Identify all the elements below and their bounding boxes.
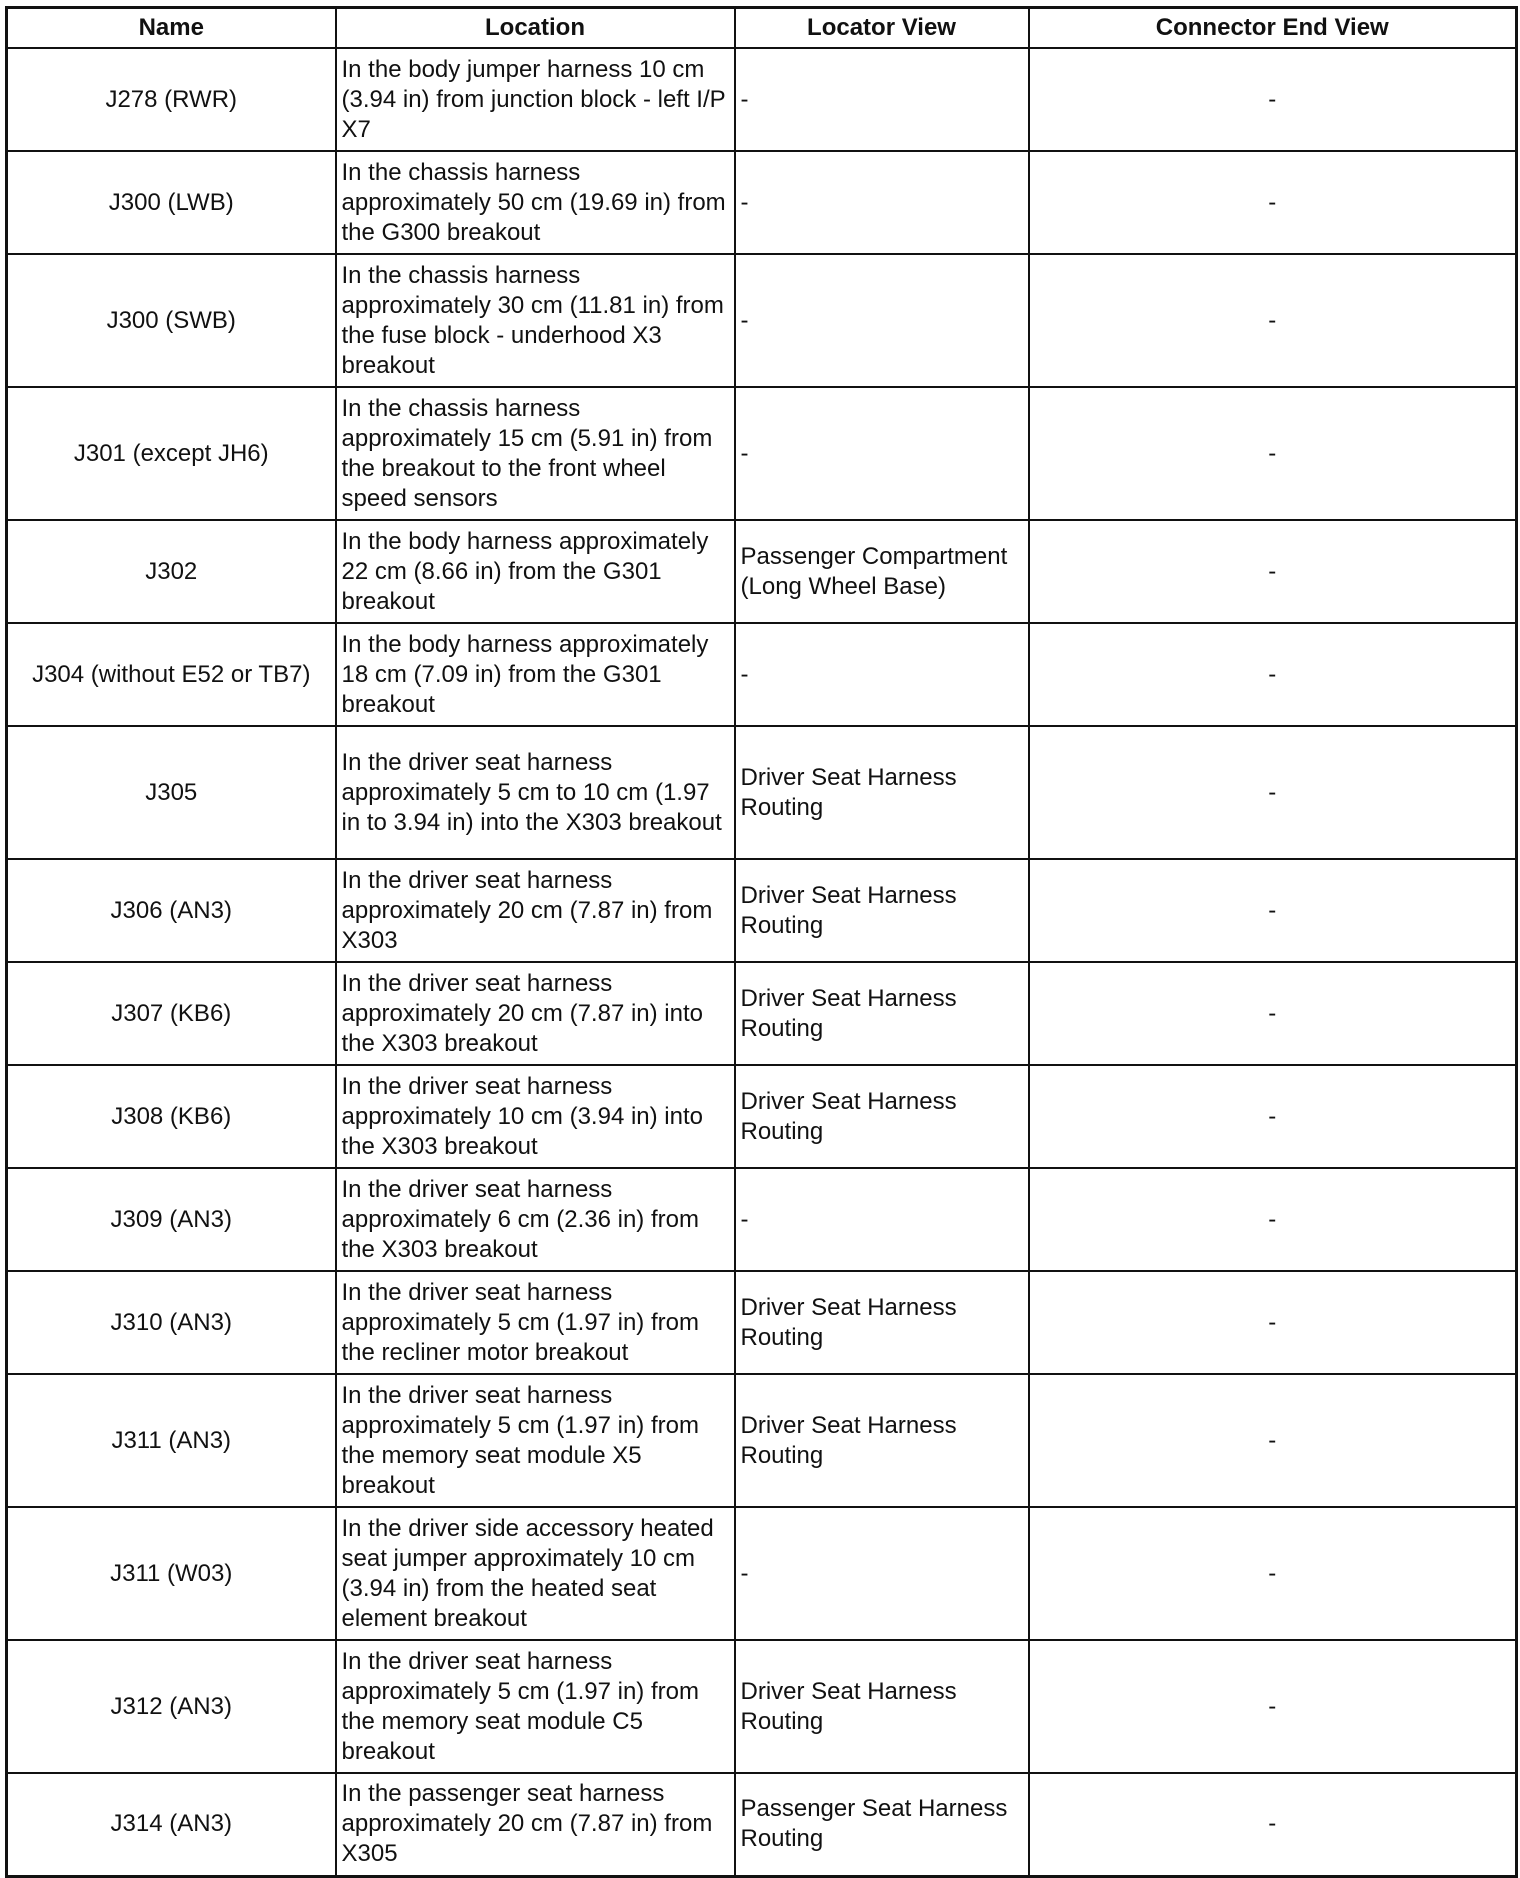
splice-name: J311 (W03) bbox=[7, 1507, 336, 1640]
table-row bbox=[7, 726, 1517, 859]
splice-location: In the chassis harness approximately 30 cm (11.81 in) from the fuse block - underhood X3 breakout bbox=[336, 254, 735, 387]
splice-locator-view: - bbox=[735, 254, 1029, 387]
splice-location: In the chassis harness approximately 50 cm (19.69 in) from the G300 breakout bbox=[336, 151, 735, 254]
splice-connector-end-view: - bbox=[1029, 1640, 1517, 1773]
splice-locator-view: Driver Seat Harness Routing bbox=[735, 726, 1029, 859]
splice-locator-view: Driver Seat Harness Routing bbox=[735, 859, 1029, 962]
splice-name: J309 (AN3) bbox=[7, 1168, 336, 1271]
splice-name: J300 (LWB) bbox=[7, 151, 336, 254]
splice-location: In the chassis harness approximately 15 cm (5.91 in) from the breakout to the front wheel speed sensors bbox=[336, 387, 735, 520]
splice-locator-view: - bbox=[735, 1168, 1029, 1271]
header-connector-end-view: Connector End View bbox=[1029, 8, 1517, 49]
splice-locator-view: Driver Seat Harness Routing bbox=[735, 962, 1029, 1065]
splice-name: J302 bbox=[7, 520, 336, 623]
splice-connector-end-view: - bbox=[1029, 254, 1517, 387]
splice-location: In the body jumper harness 10 cm (3.94 in) from junction block - left I/P X7 bbox=[336, 48, 735, 151]
table-row bbox=[7, 1507, 1517, 1640]
splice-locator-view: Driver Seat Harness Routing bbox=[735, 1640, 1029, 1773]
splice-locator-view: - bbox=[735, 48, 1029, 151]
splice-name: J301 (except JH6) bbox=[7, 387, 336, 520]
splice-locator-view: - bbox=[735, 623, 1029, 726]
splice-connector-end-view: - bbox=[1029, 1271, 1517, 1374]
table-row bbox=[7, 1374, 1517, 1507]
splice-locator-view: - bbox=[735, 151, 1029, 254]
splice-connector-end-view: - bbox=[1029, 520, 1517, 623]
table-row bbox=[7, 623, 1517, 726]
splice-location: In the driver seat harness approximately 5 cm to 10 cm (1.97 in to 3.94 in) into the X303 breakout bbox=[336, 726, 735, 859]
table-row bbox=[7, 387, 1517, 520]
splice-connector-end-view: - bbox=[1029, 1374, 1517, 1507]
splice-connector-end-view: - bbox=[1029, 726, 1517, 859]
splice-name: J310 (AN3) bbox=[7, 1271, 336, 1374]
header-locator-view: Locator View bbox=[735, 8, 1029, 49]
header-location: Location bbox=[336, 8, 735, 49]
splice-locator-view: Driver Seat Harness Routing bbox=[735, 1271, 1029, 1374]
splice-location: In the driver seat harness approximately 5 cm (1.97 in) from the memory seat module X5 breakout bbox=[336, 1374, 735, 1507]
splice-location: In the driver seat harness approximately 5 cm (1.97 in) from the recliner motor breakout bbox=[336, 1271, 735, 1374]
splice-location: In the driver seat harness approximately 10 cm (3.94 in) into the X303 breakout bbox=[336, 1065, 735, 1168]
splice-connector-end-view: - bbox=[1029, 151, 1517, 254]
splice-connector-end-view: - bbox=[1029, 1168, 1517, 1271]
table-row bbox=[7, 1168, 1517, 1271]
splice-connector-end-view: - bbox=[1029, 48, 1517, 151]
table-row bbox=[7, 254, 1517, 387]
splice-locator-view: Driver Seat Harness Routing bbox=[735, 1065, 1029, 1168]
table-row bbox=[7, 859, 1517, 962]
splice-name: J304 (without E52 or TB7) bbox=[7, 623, 336, 726]
splice-name: J311 (AN3) bbox=[7, 1374, 336, 1507]
table-row bbox=[7, 1065, 1517, 1168]
header-name: Name bbox=[7, 8, 336, 49]
splice-connector-end-view: - bbox=[1029, 1507, 1517, 1640]
splice-locator-view: Driver Seat Harness Routing bbox=[735, 1374, 1029, 1507]
splice-location: In the body harness approximately 18 cm (7.09 in) from the G301 breakout bbox=[336, 623, 735, 726]
table-row bbox=[7, 1773, 1517, 1876]
splice-connector-end-view: - bbox=[1029, 1065, 1517, 1168]
splice-connector-end-view: - bbox=[1029, 387, 1517, 520]
splice-connector-end-view: - bbox=[1029, 962, 1517, 1065]
splice-name: J300 (SWB) bbox=[7, 254, 336, 387]
splice-location: In the driver seat harness approximately 5 cm (1.97 in) from the memory seat module C5 breakout bbox=[336, 1640, 735, 1773]
table-row bbox=[7, 48, 1517, 151]
splice-name: J306 (AN3) bbox=[7, 859, 336, 962]
splice-name: J305 bbox=[7, 726, 336, 859]
splice-connector-end-view: - bbox=[1029, 623, 1517, 726]
splice-location: In the passenger seat harness approximately 20 cm (7.87 in) from X305 bbox=[336, 1773, 735, 1876]
table-row bbox=[7, 1271, 1517, 1374]
table-body bbox=[7, 48, 1517, 1876]
splice-name: J314 (AN3) bbox=[7, 1773, 336, 1876]
splice-location: In the driver seat harness approximately 20 cm (7.87 in) from X303 bbox=[336, 859, 735, 962]
splice-locator-view: Passenger Compartment (Long Wheel Base) bbox=[735, 520, 1029, 623]
splice-locator-view: - bbox=[735, 1507, 1029, 1640]
splice-location: In the driver seat harness approximately 6 cm (2.36 in) from the X303 breakout bbox=[336, 1168, 735, 1271]
splice-location: In the driver side accessory heated seat jumper approximately 10 cm (3.94 in) from the heated seat element breakout bbox=[336, 1507, 735, 1640]
splice-name: J278 (RWR) bbox=[7, 48, 336, 151]
splice-location: In the driver seat harness approximately 20 cm (7.87 in) into the X303 breakout bbox=[336, 962, 735, 1065]
splice-name: J312 (AN3) bbox=[7, 1640, 336, 1773]
splice-locator-view: - bbox=[735, 387, 1029, 520]
table-header-row bbox=[7, 8, 1517, 49]
table-row bbox=[7, 1640, 1517, 1773]
splice-locator-view: Passenger Seat Harness Routing bbox=[735, 1773, 1029, 1876]
table-row bbox=[7, 151, 1517, 254]
table-row bbox=[7, 962, 1517, 1065]
splice-name: J307 (KB6) bbox=[7, 962, 336, 1065]
splice-location: In the body harness approximately 22 cm (8.66 in) from the G301 breakout bbox=[336, 520, 735, 623]
splice-connector-end-view: - bbox=[1029, 859, 1517, 962]
splice-pack-table bbox=[5, 6, 1518, 1878]
splice-connector-end-view: - bbox=[1029, 1773, 1517, 1876]
splice-name: J308 (KB6) bbox=[7, 1065, 336, 1168]
table-row bbox=[7, 520, 1517, 623]
